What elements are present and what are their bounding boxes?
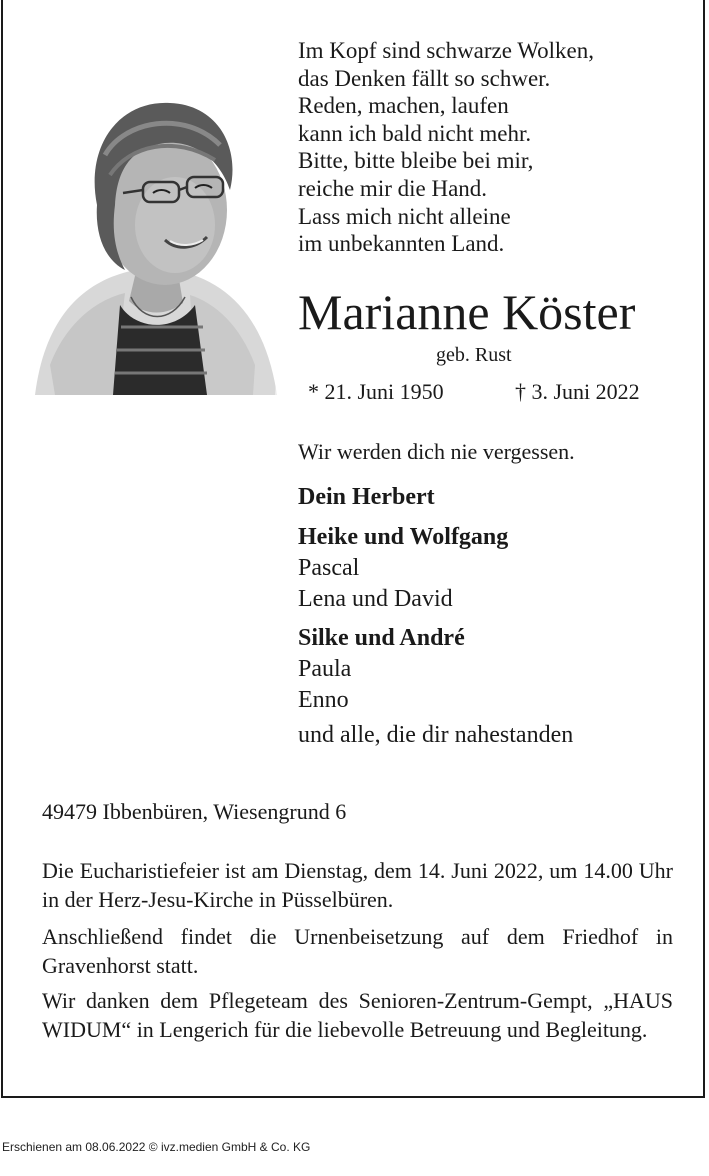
deceased-name: Marianne Köster [298, 284, 636, 340]
mourner-member: Paula [298, 656, 352, 682]
mourners-list [298, 481, 508, 723]
publication-footer: Erschienen am 08.06.2022 © ivz.medien GmbH & Co. KG [2, 1140, 311, 1154]
poem-line: kann ich bald nicht mehr. [298, 120, 532, 146]
closing-line: und alle, die dir nahestanden [298, 722, 574, 748]
mourner-member: Enno [298, 686, 349, 713]
mourner-member: Lena und David [298, 585, 453, 612]
poem [298, 37, 698, 258]
service-paragraph: Die Eucharistiefeier ist am Dienstag, dem 14. Juni 2022, um 14.00 Uhr in der Herz-Jesu-Kirche in Püsselbüren. [42, 858, 673, 912]
poem-line: reiche mir die Hand. [298, 175, 488, 201]
mourner-group [298, 622, 508, 715]
farewell-text: Wir werden dich nie vergessen. [298, 439, 575, 464]
mourner-group [298, 481, 508, 513]
portrait-photo [25, 65, 281, 400]
mourner-member: Pascal [298, 555, 360, 581]
thanks-paragraph: Wir danken dem Pflegeteam des Senioren-Zentrum-Gempt, „HAUS WIDUM“ in Lengerich für die liebevolle Betreuung und Begleitung. [42, 988, 673, 1042]
poem-line: Bitte, bitte bleibe bei mir, [298, 148, 534, 174]
mourner-group [298, 521, 508, 614]
death-date: † 3. Juni 2022 [515, 379, 640, 404]
mourner-lead: Dein Herbert [298, 484, 435, 510]
poem-line: das Denken fällt so schwer. [298, 65, 551, 91]
burial-paragraph: Anschließend findet die Urnenbeisetzung auf dem Friedhof in Gravenhorst statt. [42, 924, 673, 978]
poem-line: Lass mich nicht alleine [298, 203, 511, 229]
mourner-lead: Silke und André [298, 625, 465, 651]
obituary-notice [1, 0, 705, 1098]
poem-line: Reden, machen, laufen [298, 93, 509, 119]
maiden-name: geb. Rust [436, 344, 512, 366]
poem-line: Im Kopf sind schwarze Wolken, [298, 38, 595, 63]
poem-line: im unbekannten Land. [298, 231, 505, 257]
birth-date: * 21. Juni 1950 [308, 379, 444, 404]
mourner-lead: Heike und Wolfgang [298, 524, 509, 550]
address: 49479 Ibbenbüren, Wiesengrund 6 [42, 799, 347, 824]
